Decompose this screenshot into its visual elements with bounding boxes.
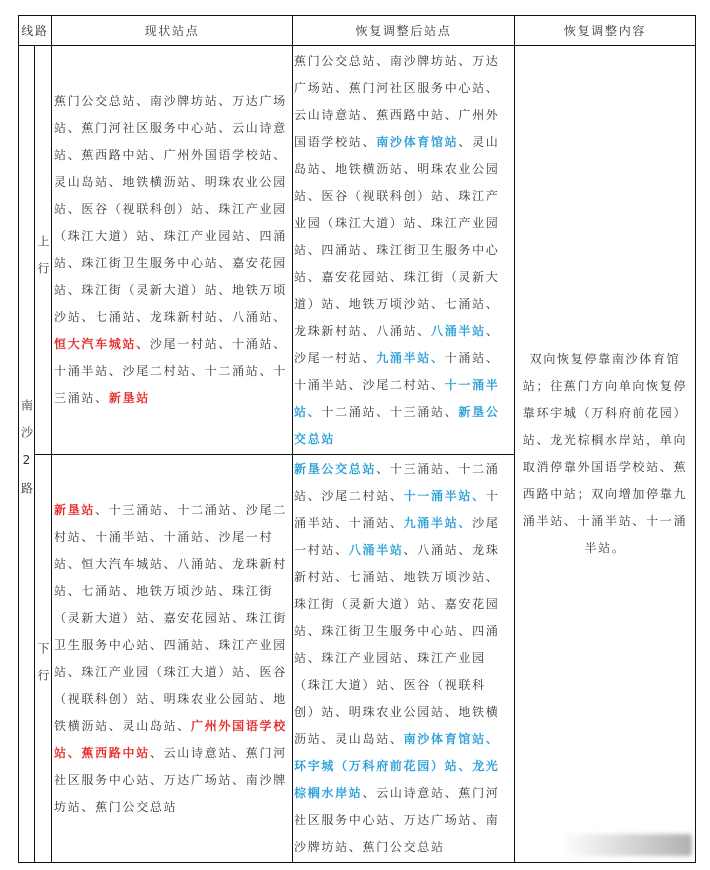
text-line — [54, 794, 292, 821]
highlighted-added-stop: 十一涌半 — [444, 377, 500, 392]
header-route — [19, 16, 51, 45]
text-line — [294, 699, 514, 726]
highlighted-added-stop: 九涌半站、 — [403, 516, 473, 530]
text-line — [294, 102, 514, 129]
text-line — [54, 497, 292, 524]
stop-text: 站、医谷（视联科创）站、珠江产业园 — [54, 202, 287, 216]
header-adjustment-content — [515, 16, 695, 45]
text-line — [294, 156, 514, 183]
text-line — [515, 427, 695, 454]
text-line — [54, 223, 292, 250]
stop-text: 站；往蕉门方向单向恢复停 — [522, 379, 688, 393]
text-line — [515, 373, 695, 400]
stop-text: 站、珠江街卫生服务中心站、嘉安花园 — [54, 256, 287, 270]
route-name-cell — [19, 46, 34, 862]
stop-text: 十涌半站、沙尾二村站、 — [294, 377, 445, 392]
text-line — [294, 726, 514, 753]
stop-text: 十 — [485, 489, 500, 503]
stop-text: 坊站、蕉门公交总站 — [54, 799, 178, 814]
highlighted-added-stop: 交总站 — [294, 431, 336, 446]
text-line — [54, 250, 292, 277]
stop-text: 岛站、地铁横沥站、明珠农业公园 — [294, 161, 500, 176]
text-line — [294, 780, 514, 807]
stop-text: 站、四涌站、珠江街卫生服务中心 — [294, 242, 500, 257]
text-line — [294, 456, 514, 483]
header-current-stops-label: 现状站点 — [144, 24, 200, 38]
highlighted-removed-stop: 站、蕉西路中站 — [54, 745, 150, 760]
highlighted-added-stop: 南沙体育馆站 — [376, 134, 459, 149]
text-line — [515, 481, 695, 508]
stop-text: 取消停靠外国语学校站、蕉 — [522, 460, 688, 474]
text-line — [54, 740, 292, 767]
text-line — [54, 659, 292, 686]
stop-text: 沙站、七涌站、龙珠新村站、八涌站、 — [54, 310, 287, 324]
highlighted-added-stop: 棕榈水岸站 — [294, 786, 363, 800]
text-line — [54, 115, 292, 142]
stop-text: 社区服务中心站、万达广场站、南 — [294, 813, 500, 827]
direction-up-cell — [35, 46, 51, 454]
up-current-stops-cell — [52, 46, 292, 454]
highlighted-added-stop: 南沙体育馆站、 — [403, 732, 500, 746]
text-line — [515, 400, 695, 427]
text-line — [54, 304, 292, 331]
text-line — [294, 483, 514, 510]
text-line — [294, 564, 514, 591]
direction-up-label: 上行 — [36, 235, 50, 289]
down-adjusted-stops-cell — [293, 455, 514, 862]
stop-text: 新村站、七涌站、地铁万顷沙站、 — [294, 570, 500, 584]
highlighted-removed-stop: 新垦站 — [54, 502, 96, 517]
stop-text: 十二涌站、十三涌站、 — [321, 404, 459, 419]
text-line — [54, 88, 292, 115]
stop-text: 沙尾 — [472, 516, 500, 530]
stop-text: 涌半站、十涌站、 — [294, 516, 404, 530]
text-line — [54, 632, 292, 659]
stop-text: 涌半站、十涌半站、十一涌 — [522, 514, 688, 528]
stop-text: 、十三涌站、十二涌 — [376, 462, 500, 476]
stop-text: 、 — [485, 323, 500, 338]
text-line — [294, 834, 514, 861]
header-adjusted-stops-label: 恢复调整后站点 — [355, 24, 452, 38]
stop-text: 站、珠江街卫生服务中心站、四涌 — [294, 624, 500, 638]
stop-text: 灵山岛站、地铁横沥站、明珠农业公园 — [54, 175, 287, 189]
stop-text: 创）站、明珠农业公园站、地铁横 — [294, 705, 500, 719]
highlighted-removed-stop: 恒大汽车城站、 — [54, 337, 150, 351]
stop-text: 村站、十涌半站、十涌站、沙尾一村 — [54, 529, 274, 544]
stop-text: 站、沙尾二村站、 — [294, 489, 404, 503]
stop-text: （视联科创）站、明珠农业公园站、地 — [54, 691, 287, 706]
text-line — [294, 672, 514, 699]
text-line — [54, 578, 292, 605]
text-line — [54, 277, 292, 304]
text-line — [294, 291, 514, 318]
text-line — [54, 196, 292, 223]
stop-text: 、云山诗意站、蕉门河 — [149, 745, 287, 760]
up-adjusted-stops-cell — [293, 46, 514, 454]
text-line — [294, 591, 514, 618]
stop-text: 蕉门公交总站、南沙牌坊站、万达 — [294, 53, 500, 68]
text-line — [515, 508, 695, 535]
text-line — [294, 345, 514, 372]
stop-text: 站、七涌站、地铁万顷沙站、珠江街 — [54, 583, 274, 598]
text-line — [294, 318, 514, 345]
stop-text: 道）站、地铁万顷沙站、七涌站、 — [294, 296, 500, 311]
stop-text: 站、珠江产业园（珠江大道）站、医谷 — [54, 664, 287, 679]
watermark — [560, 834, 692, 856]
stop-text: （珠江大道）站、珠江产业园站、四涌 — [54, 229, 287, 243]
text-line — [294, 510, 514, 537]
route-name: 南沙2路 — [19, 399, 34, 509]
highlighted-removed-stop: 新垦站 — [108, 391, 150, 405]
highlighted-removed-stop: 广州外国语学校 — [191, 718, 287, 733]
stop-text: 十涌半站、沙尾二村站、十二涌站、十 — [54, 364, 287, 378]
text-line — [294, 618, 514, 645]
highlighted-added-stop: 十一涌半站、 — [403, 489, 486, 503]
stop-text: 卫生服务中心站、四涌站、珠江产业园 — [54, 637, 287, 652]
stop-text: 珠江街（灵新大道）站、嘉安花园 — [294, 597, 500, 611]
table-border-bottom — [18, 862, 696, 863]
text-line — [294, 264, 514, 291]
stop-text: 沥站、灵山岛站、 — [294, 732, 404, 746]
header-adjusted-stops — [293, 16, 514, 45]
stop-text: 、八涌站、龙珠 — [403, 543, 500, 557]
text-line — [515, 535, 695, 562]
stop-text: 铁横沥站、灵山岛站、 — [54, 718, 192, 733]
text-line — [515, 346, 695, 373]
text-line — [294, 399, 514, 426]
highlighted-added-stop: 环宇城（万科府前花园）站、龙光 — [294, 759, 500, 773]
text-line — [54, 331, 292, 358]
stop-text: 广场站、蕉门河社区服务中心站、 — [294, 80, 500, 95]
text-line — [294, 183, 514, 210]
stop-text: 社区服务中心站、万达广场站、南沙牌 — [54, 772, 287, 787]
text-line — [54, 142, 292, 169]
text-line — [294, 210, 514, 237]
text-line — [294, 645, 514, 672]
text-line — [54, 713, 292, 740]
table-border-right — [695, 15, 696, 863]
header-current-stops — [52, 16, 292, 45]
adjustment-content-cell — [515, 46, 695, 862]
stop-text: 站、珠江产业园站、珠江产业园 — [294, 651, 486, 665]
stop-text: 站、医谷（视联科创）站、珠江产 — [294, 188, 500, 203]
text-line — [54, 551, 292, 578]
stop-text: 沙尾一村站、十涌站、 — [149, 337, 287, 351]
text-line — [54, 686, 292, 713]
stop-text: 蕉门公交总站、南沙牌坊站、万达广场 — [54, 94, 287, 108]
text-line — [54, 358, 292, 385]
stop-text: 国语学校站、 — [294, 134, 377, 149]
text-line — [294, 48, 514, 75]
text-line — [54, 605, 292, 632]
stop-text: 站、蕉西路中站、广州外国语学校站、 — [54, 148, 287, 162]
highlighted-added-stop: 八涌半站 — [431, 323, 486, 338]
stop-text: 站、蕉门河社区服务中心站、云山诗意 — [54, 121, 287, 135]
stop-text: （灵新大道）站、嘉安花园站、珠江街 — [54, 610, 287, 625]
text-line — [54, 524, 292, 551]
stop-text: 半站。 — [584, 541, 626, 555]
down-current-stops-cell — [52, 455, 292, 862]
direction-down-label: 下行 — [36, 642, 50, 696]
stop-text: 、云山诗意站、蕉门河 — [362, 786, 500, 800]
highlighted-added-stop: 站、 — [294, 404, 322, 419]
stop-text: 站、龙光棕榈水岸站，单向 — [522, 433, 688, 447]
text-line — [54, 385, 292, 412]
stop-text: 站、嘉安花园站、珠江街（灵新大 — [294, 269, 500, 284]
highlighted-added-stop: 新垦公 — [458, 404, 500, 419]
text-line — [294, 753, 514, 780]
text-line — [294, 129, 514, 156]
stop-text: 沙牌坊站、蕉门公交总站 — [294, 840, 445, 854]
stop-text: 三涌站、 — [54, 391, 109, 405]
highlighted-added-stop: 新垦公交总站 — [294, 462, 377, 476]
text-line — [294, 537, 514, 564]
text-line — [515, 454, 695, 481]
stop-text: 站、珠江街（灵新大道）站、地铁万顷 — [54, 283, 287, 297]
text-line — [54, 169, 292, 196]
stop-text: （珠江大道）站、医谷（视联科 — [294, 678, 486, 692]
header-route-label: 线路 — [21, 24, 49, 38]
stop-text: 双向恢复停靠南沙体育馆 — [529, 352, 681, 366]
stop-text: 云山诗意站、蕉西路中站、广州外 — [294, 107, 500, 122]
text-line — [294, 426, 514, 453]
direction-down-cell — [35, 455, 51, 862]
stop-text: 西路中站；双向增加停靠九 — [522, 487, 688, 501]
stop-text: 龙珠新村站、八涌站、 — [294, 323, 432, 338]
header-adjustment-content-label: 恢复调整内容 — [563, 24, 647, 38]
text-line — [294, 372, 514, 399]
stop-text: 业园（珠江大道）站、珠江产业园 — [294, 215, 500, 230]
text-line — [294, 807, 514, 834]
highlighted-added-stop: 八涌半站 — [348, 543, 404, 557]
stop-text: 站、恒大汽车城站、八涌站、龙珠新村 — [54, 556, 287, 571]
stop-text: 沙尾一村站、 — [294, 350, 377, 365]
stop-text: 十涌站、 — [444, 350, 500, 365]
stop-text: 、十三涌站、十二涌站、沙尾二 — [95, 502, 287, 517]
stop-text: 靠环宇城（万科府前花园） — [522, 406, 688, 420]
text-line — [54, 767, 292, 794]
highlighted-added-stop: 九涌半站、 — [376, 350, 445, 365]
text-line — [294, 237, 514, 264]
text-line — [294, 75, 514, 102]
stop-text: 一村站、 — [294, 543, 349, 557]
stop-text: 、灵山 — [458, 134, 500, 149]
